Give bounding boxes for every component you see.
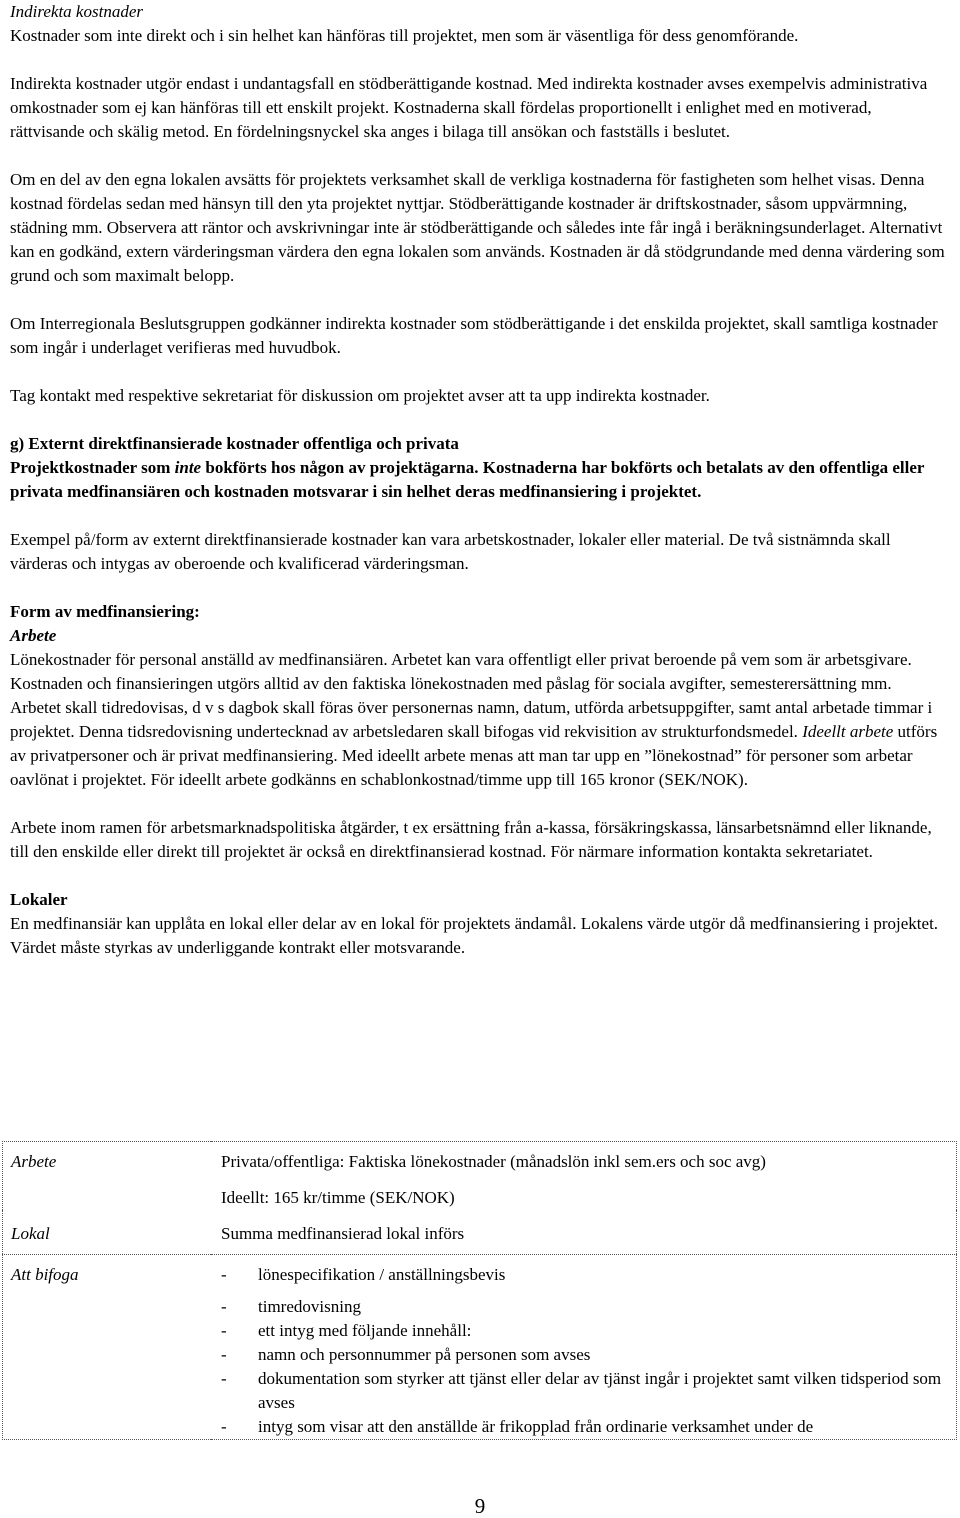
paragraph: Om en del av den egna lokalen avsätts för projektets verksamhet skall de verkliga kostnaderna för fastigheten som helhet visas. Denna kostnad fördelas sedan med hänsyn till den yta projektet nyttjar. Stödberättigande kostnader är driftskostnader, såsom uppvärmning, städning mm. Observera att räntor och avskrivningar inte är stödberättigande och således inte får ingå i beräkningsunderlaget. Alternativt kan en godkänd, extern värderingsman värdera den egna lokalen som används. Kostnaden är då stödgrundande med denna värdering som grund och som maximalt belopp. xyxy=(10,170,945,285)
arbete-paragraph: Lönekostnader för personal anställd av medfinansiären. Arbetet kan vara offentligt eller privat beroende på vem som är arbetsgivare. Kostnaden och finansieringen utgörs alltid av den faktiska lönekostnaden med påslag för sociala avgifter, semesterersättning mm. Arbetet skall tidredovisas, d v s dagbok skall föras över personernas namn, datum, utförda arbetsuppgifter, samt antal arbetade timmar i projektet. Denna tidsredovisning undertecknad av arbetsledaren skall bifogas vid rekvisition av strukturfondsmedel. Ideellt arbete utförs av privatpersoner och är privat medfinansiering. Med ideellt arbete menas att man tar upp en ”lönekostnad” för personer som arbetar oavlönat i projektet. För ideellt arbete godkänns en schablonkostnad/timme upp till 165 kronor (SEK/NOK). xyxy=(10,650,938,789)
table-label: Arbete xyxy=(11,1152,57,1171)
table-label: Lokal xyxy=(3,1210,212,1255)
list-item: - timredovisning xyxy=(221,1297,361,1316)
table-cell xyxy=(211,1142,957,1211)
section-g-bold-paragraph: Projektkostnader som inte bokförts hos någon av projektägarna. Kostnaderna har bokförts och betalats av den offentliga eller privata medfinansiären och kostnaden motsvarar i sin helhet deras medfinansiering i projektet. xyxy=(10,458,925,501)
table-text: Ideellt: 165 kr/timme (SEK/NOK) xyxy=(221,1188,455,1207)
cofinancing-table xyxy=(2,1141,957,1440)
lokaler-heading: Lokaler xyxy=(10,890,68,909)
paragraph: Om Interregionala Beslutsgruppen godkänner indirekta kostnader som stödberättigande i det enskilda projektet, skall samtliga kostnader som ingår i underlaget verifieras med huvudbok. xyxy=(10,314,938,357)
list-item: - intyg som visar att den anställde är frikopplad från ordinarie verksamhet under de xyxy=(221,1417,814,1436)
definition-text: Kostnader som inte direkt och i sin helhet kan hänföras till projektet, men som är väsentliga för dess genomförande. xyxy=(10,26,799,45)
paragraph: Arbete inom ramen för arbetsmarknadspolitiska åtgärder, t ex ersättning från a-kassa, försäkringskassa, länsarbetsnämnd eller liknande, till den enskilde eller direkt till projektet är också en direktfinansierad kostnad. För närmare information kontakta sekretariatet. xyxy=(10,818,932,861)
list-item: - ett intyg med följande innehåll: xyxy=(221,1321,472,1340)
table-label: Att bifoga xyxy=(11,1265,79,1284)
form-heading: Form av medfinansiering: xyxy=(10,602,200,621)
list-item: - dokumentation som styrker att tjänst eller delar av tjänst ingår i projektet samt vilken tidsperiod som avses xyxy=(221,1369,942,1412)
paragraph: Tag kontakt med respektive sekretariat för diskussion om projektet avser att ta upp indirekta kostnader. xyxy=(10,386,710,405)
arbete-heading: Arbete xyxy=(10,626,57,645)
paragraph: Exempel på/form av externt direktfinansierade kostnader kan vara arbetskostnader, lokaler eller material. De två sistnämnda skall värderas och intygas av oberoende och kvalificerad värderingsman. xyxy=(10,530,891,573)
table-text: Privata/offentliga: Faktiska lönekostnader (månadslön inkl sem.ers och soc avg) xyxy=(221,1152,766,1171)
list-item: - namn och personnummer på personen som avses xyxy=(221,1345,591,1364)
table-cell xyxy=(211,1255,957,1440)
table-cell: Summa medfinansierad lokal införs xyxy=(211,1210,957,1255)
page-number: 9 xyxy=(474,1494,486,1518)
list-item: - lönespecifikation / anställningsbevis xyxy=(221,1265,506,1284)
document-page xyxy=(10,0,945,960)
heading-indirekta: Indirekta kostnader xyxy=(10,2,143,21)
paragraph: En medfinansiär kan upplåta en lokal eller delar av en lokal för projektets ändamål. Lokalens värde utgör då medfinansiering i projektet. Värdet måste styrkas av underliggande kontrakt eller motsvarande. xyxy=(10,914,939,957)
paragraph: Indirekta kostnader utgör endast i undantagsfall en stödberättigande kostnad. Med indirekta kostnader avses exempelvis administrativa omkostnader som ej kan hänföras till ett enskilt projekt. Kostnaderna skall fördelas proportionellt i enlighet med en motiverad, rättvisande och skälig metod. En fördelningsnyckel ska anges i bilaga till ansökan och fastställs i beslutet. xyxy=(10,74,928,141)
section-g-heading: g) Externt direktfinansierade kostnader offentliga och privata xyxy=(10,434,459,453)
